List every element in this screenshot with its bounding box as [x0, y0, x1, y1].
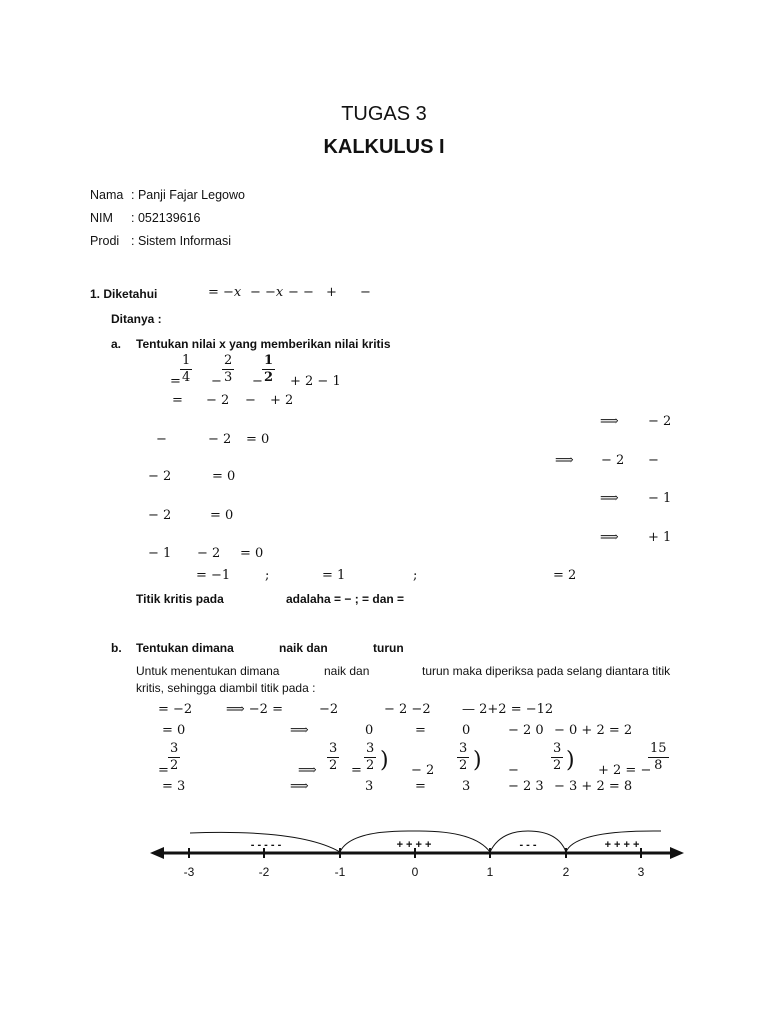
solution-1: = −1	[196, 568, 231, 583]
axis-tick-label: -1	[334, 865, 346, 879]
interval-sign-label: + + + +	[604, 839, 640, 851]
factor-r4-value: + 1	[648, 530, 672, 545]
test3-frac-d: 3 2	[366, 741, 375, 773]
axis-tick-label: -2	[258, 865, 270, 879]
factor-r3-value: − 1	[648, 491, 672, 506]
test1-x: = −2	[158, 702, 193, 717]
test4-arrow: ⟹	[290, 779, 309, 794]
test2-e: 0	[462, 723, 471, 738]
test4-f: − 2 3	[508, 779, 544, 794]
test4-result: − 3 + 2 = 8	[554, 779, 633, 794]
critical-label-1: Titik kritis pada	[136, 592, 224, 606]
test3-i: + 2 = −	[598, 763, 652, 778]
test4-c: 3	[365, 779, 374, 794]
test3-frac-h: 3 2	[553, 741, 562, 773]
factor-l3-b: = 0	[210, 508, 234, 523]
test4-e: 3	[462, 779, 471, 794]
test3-equals: =	[158, 763, 169, 778]
test3-paren-3: )	[566, 748, 575, 773]
part-a-text: Tentukan nilai x yang memberikan nilai kritis	[136, 337, 391, 351]
problem-number: 1. Diketahui	[90, 287, 158, 301]
factor-r4-arrow: ⟹	[600, 530, 619, 545]
factor-l1-a: −	[156, 432, 167, 447]
part-b-text-3: turun	[373, 641, 404, 655]
nim-label: NIM	[90, 211, 113, 225]
factor-r1-value: − 2	[648, 414, 672, 429]
factor-l2-b: = 0	[212, 469, 236, 484]
test3-e: − 2	[411, 763, 435, 778]
prodi-label: Prodi	[90, 234, 120, 248]
part-b-text-1: Tentukan dimana	[136, 641, 234, 655]
part-b-label: b.	[111, 641, 122, 655]
test3-arrow: ⟹	[298, 763, 317, 778]
given-term-3: − −	[288, 285, 314, 300]
part-b-text-2: naik dan	[279, 641, 328, 655]
test2-x: = 0	[162, 723, 186, 738]
asked-label: Ditanya :	[111, 312, 162, 326]
axis-arrow-left	[150, 847, 164, 859]
given-term-4: +	[326, 285, 337, 300]
given-term-5: −	[360, 285, 371, 300]
factor-l1-b: − 2	[208, 432, 232, 447]
factor-r2-arrow: ⟹	[555, 453, 574, 468]
eq1-minus-2: −	[252, 374, 263, 389]
test3-paren-2: )	[473, 748, 482, 773]
title-line-2: KALKULUS I	[323, 136, 445, 158]
factor-l4-c: = 0	[240, 546, 264, 561]
interval-sign-label: - - -	[519, 839, 537, 851]
axis-tick-label: 2	[562, 865, 570, 879]
factor-l2-a: − 2	[148, 469, 172, 484]
factor-l1-c: = 0	[246, 432, 270, 447]
eq1-minus-1: −	[211, 374, 222, 389]
factor-l4-a: − 1	[148, 546, 172, 561]
eq1-equals: =	[170, 374, 181, 389]
interval-sign-label: - - - - -	[250, 839, 282, 851]
eq2-term-b: − 2	[206, 393, 230, 408]
factor-r2-a: − 2	[601, 453, 625, 468]
test3-paren-1: )	[380, 748, 389, 773]
factor-r3-arrow: ⟹	[600, 491, 619, 506]
test4-d: =	[415, 779, 426, 794]
part-b-desc-3: turun maka diperiksa pada selang diantara titik	[422, 664, 671, 678]
name-value: : Panji Fajar Legowo	[131, 188, 245, 202]
test2-arrow: ⟹	[290, 723, 309, 738]
factor-l4-b: − 2	[197, 546, 221, 561]
eq2-equals: =	[172, 393, 183, 408]
axis-tick-label: -3	[183, 865, 195, 879]
critical-label-2: adalaha = − ; = dan =	[286, 592, 405, 606]
test2-d: =	[415, 723, 426, 738]
test1-arrow: ⟹ −2 =	[226, 702, 283, 717]
axis-tick-label: 1	[486, 865, 494, 879]
nim-value: : 052139616	[131, 211, 201, 225]
part-b-desc-2: naik dan	[324, 664, 370, 678]
fraction-1-2: 1 2	[264, 353, 274, 385]
test3-eq: =	[351, 763, 362, 778]
eq1-tail: + 2 − 1	[290, 374, 341, 389]
solution-sep-2: ;	[413, 568, 418, 583]
fraction-1-4: 1 4	[182, 353, 191, 385]
solution-2: = 1	[322, 568, 346, 583]
test2-c: 0	[365, 723, 374, 738]
eq2-term-d: + 2	[270, 393, 294, 408]
title-line-1: TUGAS 3	[341, 103, 427, 125]
part-b-desc-4: kritis, sehingga diambil titik pada :	[136, 681, 316, 695]
solution-sep-1: ;	[265, 568, 270, 583]
factor-r2-b: −	[648, 453, 659, 468]
test3-result-fraction: 15 8	[650, 741, 667, 773]
test2-result: − 0 + 2 = 2	[554, 723, 633, 738]
test1-d: − 2 −2	[384, 702, 431, 717]
given-term-2: − −𝑥	[250, 285, 284, 300]
test3-frac-c: 3 2	[329, 741, 338, 773]
test1-result: — 2+2 = −12	[462, 702, 554, 717]
interval-sign-label: + + + +	[396, 839, 432, 851]
solution-3: = 2	[553, 568, 577, 583]
axis-tick-label: 3	[637, 865, 645, 879]
given-term-1: = −𝑥	[208, 285, 242, 300]
part-b-desc-1: Untuk menentukan dimana	[136, 664, 280, 678]
axis-arrow-right	[670, 847, 684, 859]
axis-tick-label: 0	[411, 865, 419, 879]
fraction-2-3: 2 3	[224, 353, 233, 385]
part-a-label: a.	[111, 337, 122, 351]
test1-c: −2	[319, 702, 339, 717]
test3-x-fraction: 3 2	[170, 741, 179, 773]
prodi-value: : Sistem Informasi	[131, 234, 232, 248]
test3-g: −	[508, 763, 519, 778]
factor-r1-arrow: ⟹	[600, 414, 619, 429]
test4-x: = 3	[162, 779, 186, 794]
factor-l3-a: − 2	[148, 508, 172, 523]
test2-f: − 2 0	[508, 723, 544, 738]
test3-frac-f: 3 2	[459, 741, 468, 773]
eq2-term-c: −	[245, 393, 256, 408]
name-label: Nama	[90, 188, 124, 202]
